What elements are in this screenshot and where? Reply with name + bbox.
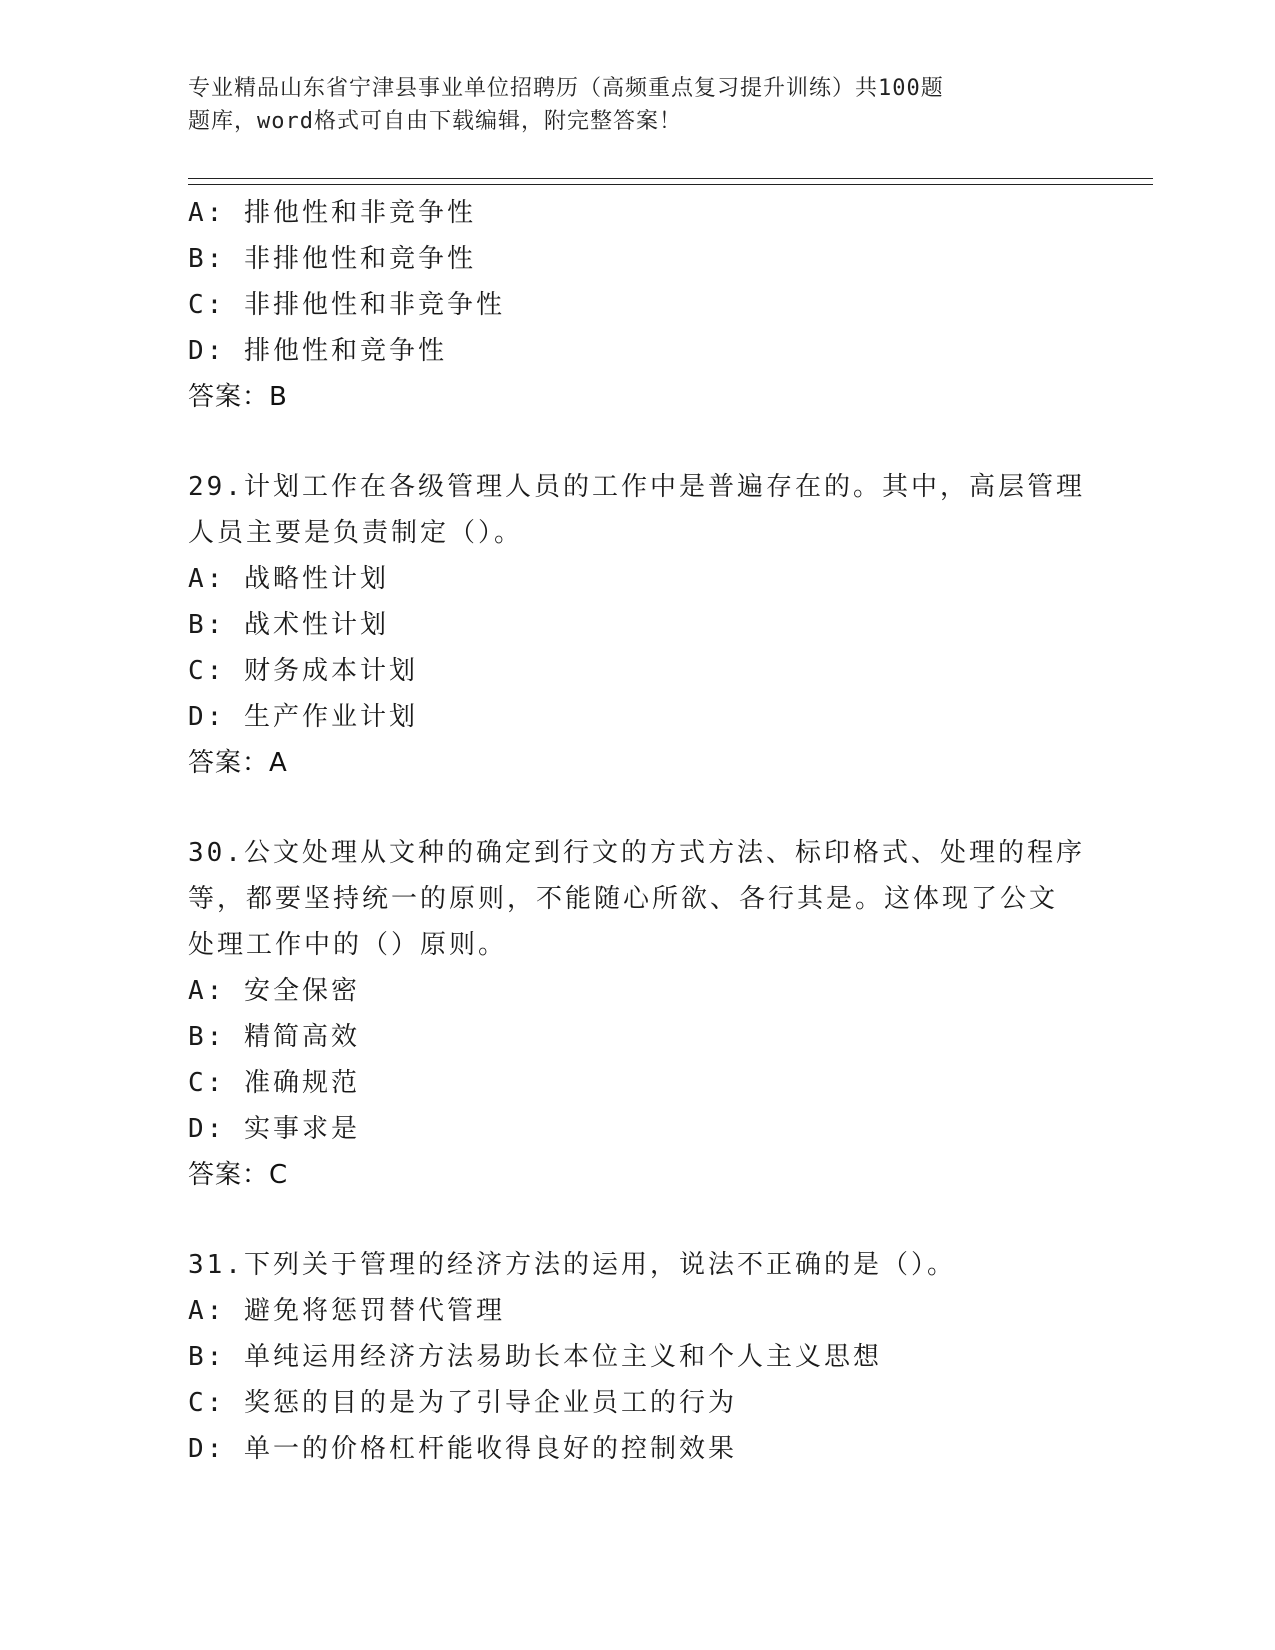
option-b: B: 非排他性和竞争性 [188,244,476,274]
header-divider-top [188,178,1153,179]
question-block-28 [188,190,1088,420]
option-c: C: 财务成本计划 [188,656,418,686]
option-a: A: 排他性和非竞争性 [188,198,476,228]
option-b: B: 战术性计划 [188,610,389,640]
answer-line: 答案：C [188,1160,289,1190]
answer-line: 答案：A [188,748,288,778]
question-stem-line: 31.下列关于管理的经济方法的运用，说法不正确的是（）。 [188,1250,956,1280]
question-stem-line: 处理工作中的（）原则。 [188,930,508,960]
option-c: C: 奖惩的目的是为了引导企业员工的行为 [188,1388,737,1418]
option-d: D: 单一的价格杠杆能收得良好的控制效果 [188,1434,737,1464]
question-stem-line: 30.公文处理从文种的确定到行文的方式方法、标印格式、处理的程序 [188,838,1085,868]
option-d: D: 排他性和竞争性 [188,336,447,366]
option-a: A: 避免将惩罚替代管理 [188,1296,505,1326]
answer-line: 答案：B [188,382,288,412]
question-block-29 [188,464,1088,786]
question-list [188,190,1088,1472]
header-title-line-2: 题库，word格式可自由下载编辑，附完整答案！ [188,109,682,134]
option-d: D: 实事求是 [188,1114,360,1144]
option-c: C: 非排他性和非竞争性 [188,290,505,320]
option-c: C: 准确规范 [188,1068,360,1098]
document-header [188,72,1048,138]
question-stem-line: 人员主要是负责制定（）。 [188,518,524,548]
option-a: A: 战略性计划 [188,564,389,594]
question-block-30 [188,830,1088,1198]
header-title-line-1: 专业精品山东省宁津县事业单位招聘历（高频重点复习提升训练）共100题 [188,76,944,101]
option-d: D: 生产作业计划 [188,702,418,732]
question-stem-line: 等，都要坚持统一的原则，不能随心所欲、各行其是。这体现了公文 [188,884,1059,914]
option-a: A: 安全保密 [188,976,360,1006]
option-b: B: 精简高效 [188,1022,360,1052]
question-block-31 [188,1242,1088,1472]
header-divider-bottom [188,184,1153,185]
question-stem-line: 29.计划工作在各级管理人员的工作中是普遍存在的。其中，高层管理 [188,472,1085,502]
option-b: B: 单纯运用经济方法易助长本位主义和个人主义思想 [188,1342,882,1372]
